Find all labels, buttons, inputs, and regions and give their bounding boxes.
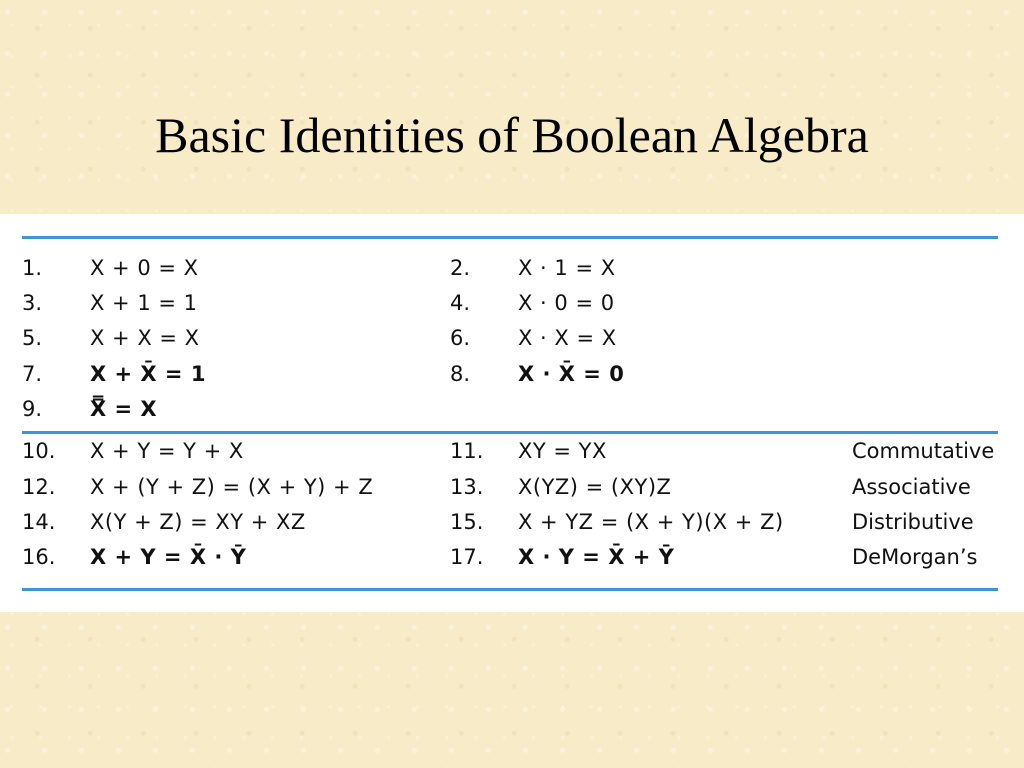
identity-number: 11. [450, 439, 484, 463]
identity-equation: X + Y = X̄ · Ȳ [90, 545, 247, 569]
identity-equation: X + X̄ = 1 [90, 362, 206, 386]
identity-equation: X · 0 = 0 [518, 291, 615, 315]
identity-equation: X + 0 = X [90, 256, 199, 280]
identity-equation: X(YZ) = (XY)Z [518, 475, 672, 499]
identity-equation: X · Y = X̄ + Ȳ [518, 545, 675, 569]
identity-number: 14. [22, 510, 56, 534]
identity-number: 16. [22, 545, 56, 569]
identity-number: 13. [450, 475, 484, 499]
table-row [0, 545, 1024, 579]
identity-equation: X + YZ = (X + Y)(X + Z) [518, 510, 784, 534]
table-row [0, 510, 1024, 544]
middle-rule [22, 431, 998, 434]
identity-equation: X(Y + Z) = XY + XZ [90, 510, 306, 534]
identity-number: 15. [450, 510, 484, 534]
identity-number: 10. [22, 439, 56, 463]
identity-equation: X + (Y + Z) = (X + Y) + Z [90, 475, 374, 499]
table-row [0, 326, 1024, 360]
table-row [0, 291, 1024, 325]
identity-number: 6. [450, 326, 471, 350]
law-label: Commutative [852, 439, 995, 463]
identity-number: 8. [450, 362, 471, 386]
table-row [0, 397, 1024, 431]
identity-equation: X + Y = Y + X [90, 439, 244, 463]
identity-number: 12. [22, 475, 56, 499]
identity-equation: X + 1 = 1 [90, 291, 198, 315]
bottom-rule [22, 588, 998, 591]
identity-equation: X · 1 = X [518, 256, 616, 280]
identity-equation: X̿ = X [90, 397, 158, 421]
identity-number: 7. [22, 362, 43, 386]
table-row [0, 439, 1024, 473]
identity-equation: X · X = X [518, 326, 617, 350]
law-label: Distributive [852, 510, 974, 534]
identity-number: 17. [450, 545, 484, 569]
table-row [0, 256, 1024, 290]
slide-title: Basic Identities of Boolean Algebra [155, 107, 869, 163]
identity-number: 3. [22, 291, 43, 315]
identity-equation: X · X̄ = 0 [518, 362, 625, 386]
identity-number: 9. [22, 397, 43, 421]
law-label: Associative [852, 475, 971, 499]
table-row [0, 475, 1024, 509]
identity-number: 4. [450, 291, 471, 315]
law-label: DeMorgan’s [852, 545, 978, 569]
top-rule [22, 236, 998, 239]
identity-number: 1. [22, 256, 43, 280]
identities-table [0, 214, 1024, 612]
identity-equation: XY = YX [518, 439, 607, 463]
table-row [0, 362, 1024, 396]
identity-number: 5. [22, 326, 43, 350]
identity-equation: X + X = X [90, 326, 200, 350]
identity-number: 2. [450, 256, 471, 280]
